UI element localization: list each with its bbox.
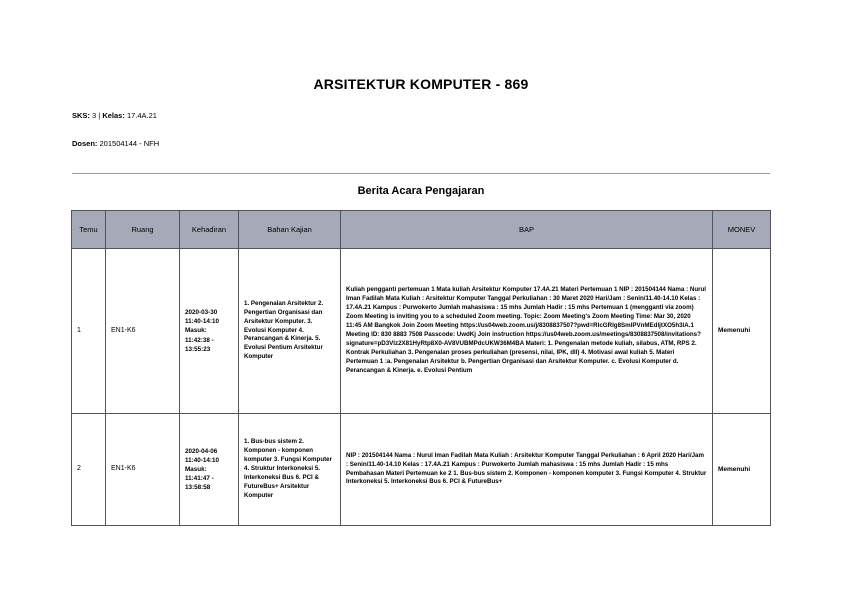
cell-kehadiran: 2020-03-30 11:40-14:10 Masuk: 11:42:38 - 13:55:23	[180, 249, 239, 414]
header-monev: MONEV	[713, 211, 771, 249]
cell-monev: Memenuhi	[713, 249, 771, 414]
header-bahan-kajian: Bahan Kajian	[239, 211, 341, 249]
cell-temu: 2	[72, 414, 106, 526]
cell-ruang: EN1-K6	[106, 249, 180, 414]
cell-bahan-kajian: 1. Bus-bus sistem 2. Komponen - komponen komputer 3. Fungsi Komputer 4. Struktur Interkoneksi 5. Interkoneksi Bus 6. PCI & FutureBus+ Arsitektur Komputer	[239, 414, 341, 526]
cell-monev: Memenuhi	[713, 414, 771, 526]
table-row	[72, 414, 771, 526]
divider	[72, 173, 770, 174]
cell-bap: Kuliah pengganti pertemuan 1 Mata kuliah Arsitektur Komputer 17.4A.21 Materi Pertemuan 1 NIP : 201504144 Nama : Nurul Iman Fadilah Mata Kuliah : Arsitektur Komputer Tanggal Perkuliahan : 30 Maret 2020 Hari/Jam : Senin/11.40-14.10 Kelas : 17.4A.21 Kampus : Purwokerto Jumlah mahasiswa : 15 mhs Jumlah Hadir : 15 mhs Pertemuan 1 (mengganti via zoom) Zoom Meeting is inviting you to a scheduled Zoom meeting. Topic: Zoom Meeting's Zoom Meeting Time: Mar 30, 2020 11:45 AM Bangkok Join Zoom Meeting https://us04web.zoom.us/j/8308837507?pwd=RlcGRlg8SmlPVnMEdljtXO5h3lA.1 Meeting ID: 830 8883 7508 Passcode: UwdKj Join instruction https://us04web.zoom.us/meetings/8308837508/invitations?signature=pD3Vlz2X81HyRtp8X0-AV8VUBMPdcUKW36M4BA Materi: 1. Pengenalan metode kuliah, silabus, ATM, RPS 2. Kontrak Perkuliahan 3. Pengenalan proses perkuliahan (presensi, nilai, IPK, dll) 4. Motivasi awal kuliah 5. Materi Pertemuan 1 :a. Pengenalan Arsitektur b. Pengertian Organisasi dan Arsitektur Komputer. c. Evolusi Komputer d. Perancangan & Kinerja. e. Evolusi Pentium	[341, 249, 713, 414]
section-title: Berita Acara Pengajaran	[357, 185, 485, 197]
dosen-label: Dosen:	[72, 139, 98, 148]
cell-temu: 1	[72, 249, 106, 414]
cell-bahan-kajian: 1. Pengenalan Arsitektur 2. Pengertian Organisasi dan Arsitektur Komputer. 3. Evolusi Komputer 4. Perancangan & Kinerja. 5. Evolusi Pentium Arsitektur Komputer	[239, 249, 341, 414]
table-row	[72, 249, 771, 414]
header-ruang: Ruang	[106, 211, 180, 249]
sks-kelas-line	[72, 111, 157, 120]
dosen-value: 201504144 - NFH	[99, 139, 160, 148]
table-header-row	[72, 211, 771, 249]
kelas-label: Kelas:	[102, 111, 125, 120]
header-temu: Temu	[72, 211, 106, 249]
kelas-value: 17.4A.21	[126, 111, 157, 120]
header-kehadiran: Kehadiran	[180, 211, 239, 249]
header-bap: BAP	[341, 211, 713, 249]
page-title: ARSITEKTUR KOMPUTER - 869	[313, 76, 529, 92]
cell-bap: NIP : 201504144 Nama : Nurul Iman Fadilah Mata Kuliah : Arsitektur Komputer Tanggal Perkuliahan : 6 April 2020 Hari/Jam : Senin/11.40-14.10 Kelas : 17.4A.21 Kampus : Purwokerto Jumlah mahasiswa : 15 mhs Jumlah Hadir : 15 mhs Pembahasan Materi Pertemuan ke 2 1. Bus-bus sistem 2. Komponen - komponen komputer 3. Fungsi Komputer 4. Struktur Interkoneksi 5. Interkoneksi Bus 6. PCI & FutureBus+	[341, 414, 713, 526]
sks-label: SKS:	[72, 111, 90, 120]
dosen-line	[72, 139, 159, 148]
cell-ruang: EN1-K6	[106, 414, 180, 526]
sks-value: 3	[92, 111, 97, 120]
bap-table	[71, 210, 771, 526]
separator: |	[98, 111, 101, 120]
cell-kehadiran: 2020-04-06 11:40-14:10 Masuk: 11:41:47 - 13:58:58	[180, 414, 239, 526]
